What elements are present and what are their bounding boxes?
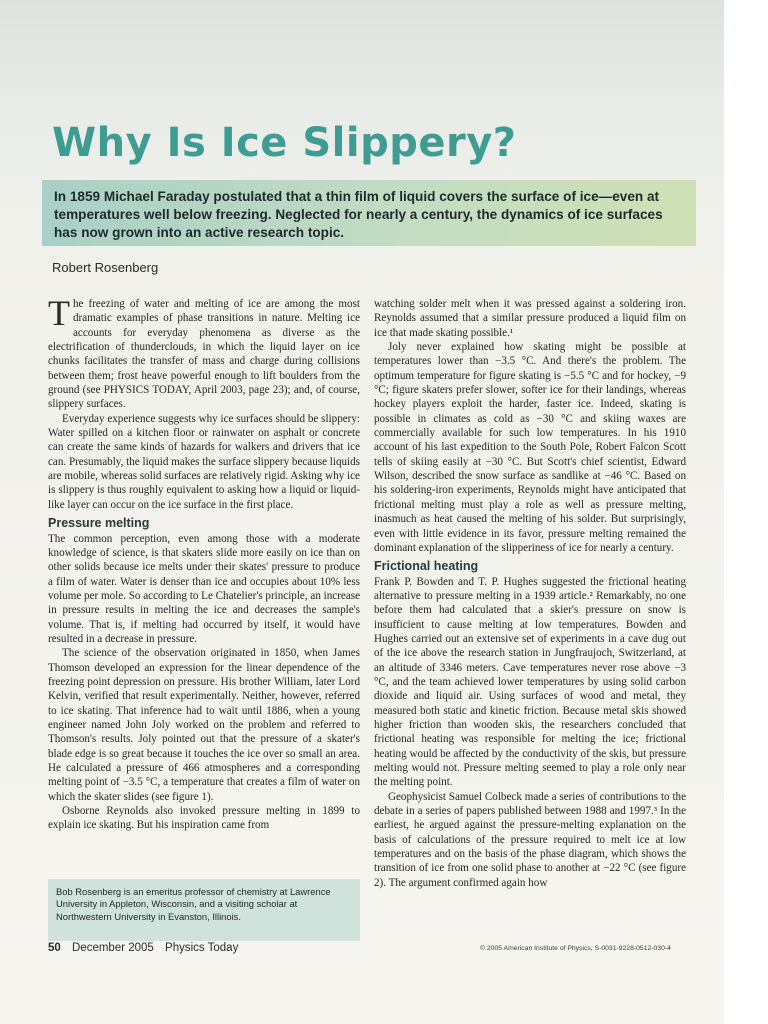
paragraph-bowden-hughes: Frank P. Bowden and T. P. Hughes suggested the frictional heating alternative to pressure melting in a 1939 article.² Remarkably, no one before them had calculated that a skier's pressure on snow is insufficient to cause melting at low temperatures. Bowden and Hughes carried out an extensive set of experiments in a cave dug out of the ice above the research station in Jungfraujoch, Switzerland, at an altitude of 3346 meters. Cave temperatures never rose above −3 °C, and the team achieved lower temperatures by using solid carbon dioxide and liquid air. Using surfaces of wood and metal, they measured both static and kinetic friction. Because metal skis showed higher friction than wooden skis, the researchers concluded that frictional heating was responsible for melting the ice; frictional heating would be affected by the conductivity of the skis, but pressure melting would not. Pressure melting seemed to play a role only near the melting point. [374,575,686,789]
footer-date: December 2005 [72,942,154,954]
paragraph-intro [48,293,360,412]
footer-journal: Physics Today [165,942,239,954]
page-number: 50 [48,942,61,954]
paragraph-thomson: The science of the observation originated in 1850, when James Thomson developed an expression for the linear dependence of the freezing point depression on pressure. His brother William, later Lord Kelvin, verified that result experimentally. Neither, however, referred to ice skating. That inference had to wait until 1886, when a young engineer named John Joly worked on the problem and referred to Thomson's results. Joly pointed out that the pressure of a skater's blade edge is so great because it touches the ice over so small an area. He calculated a pressure of 466 atmospheres and a corresponding melting point of −3.5 °C, a temperature that creates a film of water on which the skater slides (see figure 1). [48,647,360,803]
section-heading-frictional-heating: Frictional heating [374,559,479,574]
paragraph-everyday: Everyday experience suggests why ice surfaces should be slippery: Water spilled on a kitchen floor or rainwater on asphalt or concrete can create the same kinds of hazards for walkers and drivers that ice can. Presumably, the liquid makes the surface slippery because liquids are mobile, whereas solid surfaces are relatively rigid. Asking why ice is slippery is thus roughly equivalent to asking how a liquid or liquid-like layer can occur on the ice surface in the first place. [48,412,360,511]
paragraph-joly: Joly never explained how skating might be possible at temperatures lower than −3.5 °C. And there's the problem. The optimum temperature for figure skating is −5.5 °C and for hockey, −9 °C; figure skaters prefer slower, softer ice for their landings, whereas hockey players exploit the harder, faster ice. Indeed, skating is possible in climates as cold as −30 °C and skiing waxes are commercially available for such low temperatures. In his 1910 account of his last expedition to the South Pole, Robert Falcon Scott tells of skiing easily at −30 °C. But Scott's chief scientist, Edward Wilson, described the snow surface as sandlike at −46 °C. Based on his soldering-iron experiments, Reynolds might have anticipated that frictional melting must play a role as well as pressure melting, inasmuch as heat caused the melting of his solder. But surprisingly, even with little evidence in its favor, pressure melting remained the dominant explanation of the slipperiness of ice for nearly a century. [374,341,686,554]
section-heading-pressure-melting: Pressure melting [48,516,150,531]
author-byline: Robert Rosenberg [52,260,159,275]
author-bio-box: Bob Rosenberg is an emeritus professor of chemistry at Lawrence University in Appleton, Wisconsin, and a visiting scholar at Northwestern University in Evanston, Illinois. [48,879,360,941]
page-footer [48,942,238,954]
lead-paragraph: In 1859 Michael Faraday postulated that a thin film of liquid covers the surface of ice—even at temperatures well below freezing. Neglected for nearly a century, the dynamics of ice surfaces has now grown into an active research topic. [42,180,696,246]
drop-cap: T [48,293,70,333]
paragraph-colbeck: Geophysicist Samuel Colbeck made a series of contributions to the debate in a series of papers published between 1988 and 1997.³ In the earliest, he argued against the pressure-melting explanation on the basis of calculations of the pressure required to melt ice at low temperatures and on the basis of the phase diagram, which shows the transition of ice from one solid phase to another at −22 °C (see figure 2). The argument confirmed again how [374,790,686,889]
paragraph-reynolds: Osborne Reynolds also invoked pressure melting in 1899 to explain ice skating. But his inspiration came from [48,805,360,832]
left-column [48,293,360,833]
right-column [374,297,686,890]
paragraph-solder: watching solder melt when it was pressed against a soldering iron. Reynolds assumed that a similar pressure produced a liquid film on ice that made skating possible.¹ [374,298,686,339]
copyright-notice: © 2005 American Institute of Physics, S-0031-9228-0512-030-4 [480,945,671,952]
article-title: Why Is Ice Slippery? [52,120,517,166]
paragraph-common-perception: The common perception, even among those with a moderate knowledge of science, is that skaters slide more easily on ice than on other solids because ice melts under their skates' pressure to produce a film of water. Water is denser than ice and occupies about 10% less volume per mole. So according to Le Chatelier's principle, an increase in pressure results in melting the ice and decreases the sample's volume. That is, if melting had occurred by itself, it would have resulted in a decrease in pressure. [48,532,360,645]
paragraph-intro-text: he freezing of water and melting of ice are among the most dramatic examples of phase transitions in nature. Melting ice accounts for everyday phenomena as diverse as the electrification of thunderclouds, in which the liquid layer on ice chunks facilitates the transfer of mass and charge during collisions between them; frost heave powerful enough to lift boulders from the ground (see PHYSICS TODAY, April 2003, page 23); and, of course, slippery surfaces. [48,298,360,411]
